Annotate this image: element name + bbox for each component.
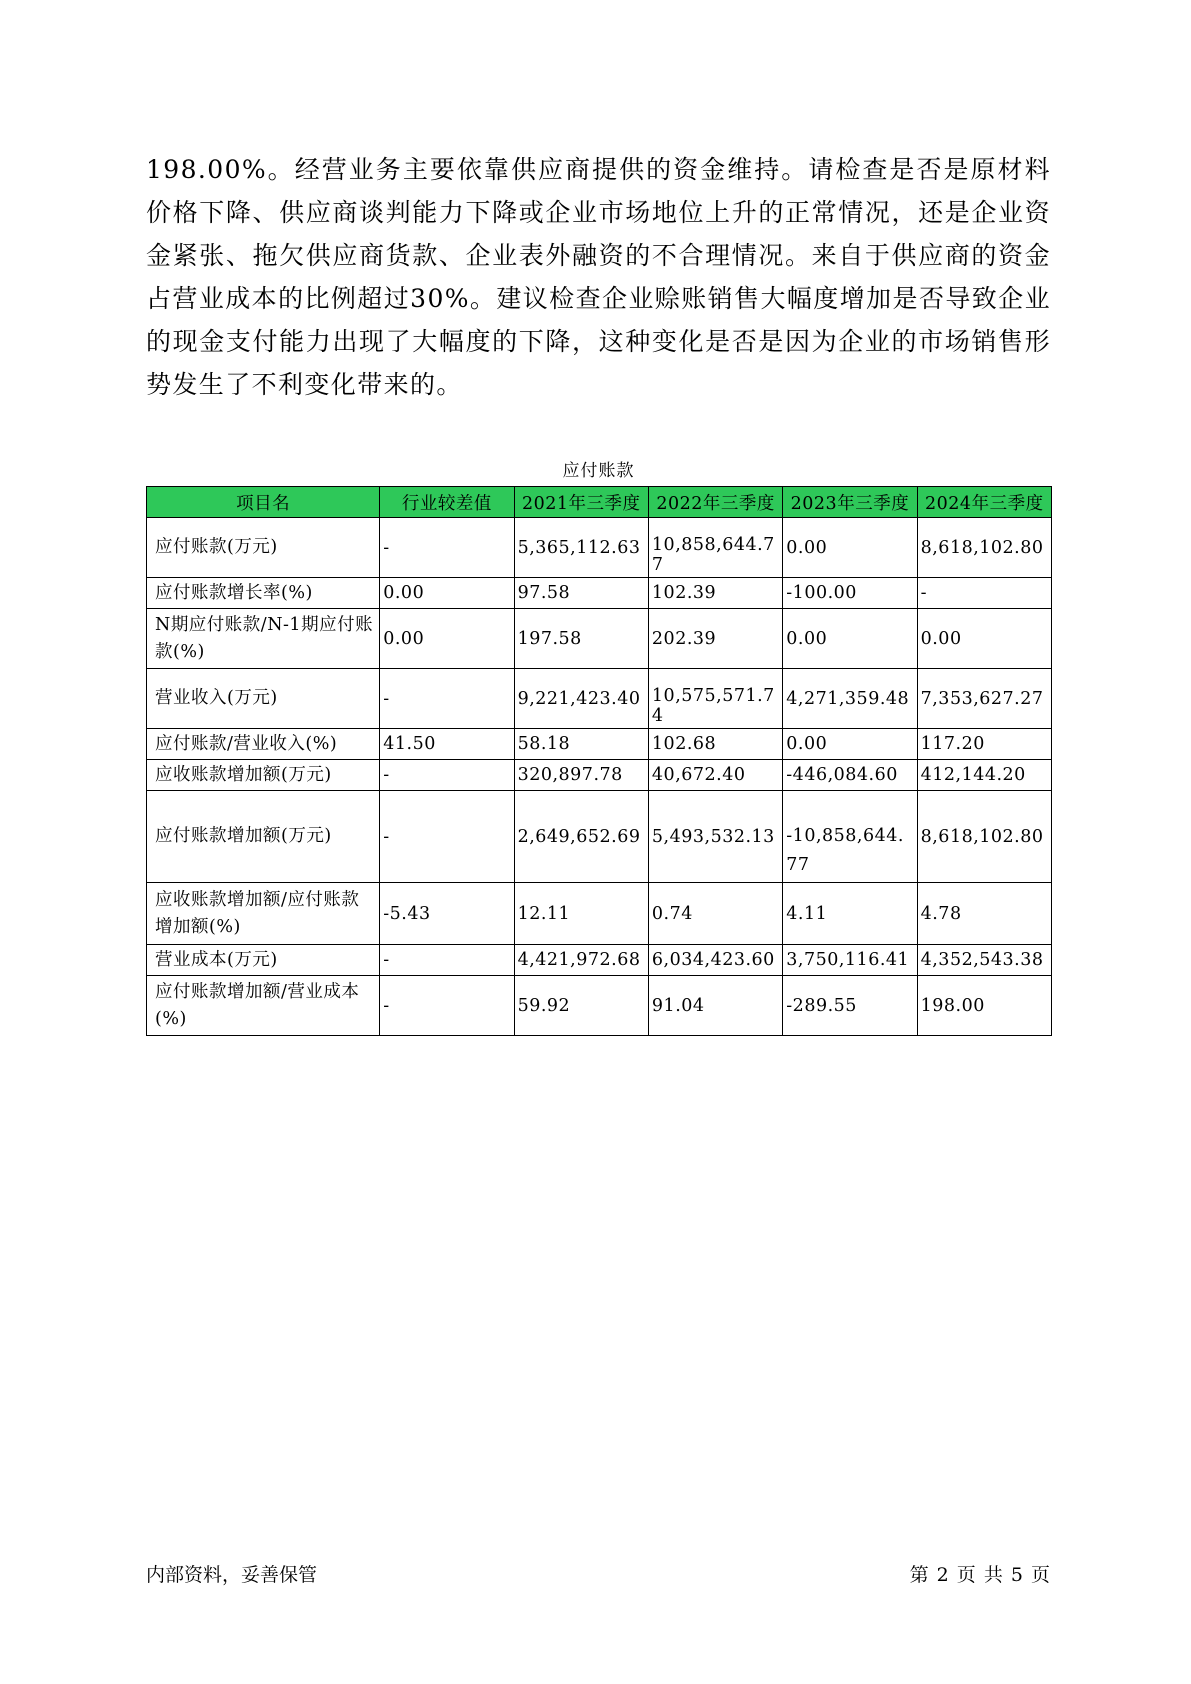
- header-2022-q3: 2022年三季度: [648, 487, 782, 518]
- table-cell: 0.74: [648, 883, 782, 945]
- row-label: 应付账款/营业收入(%): [147, 729, 380, 760]
- row-label: 营业收入(万元): [147, 669, 380, 729]
- table-cell: 7,353,627.27: [917, 669, 1051, 729]
- table-cell: 117.20: [917, 729, 1051, 760]
- table-cell: 91.04: [648, 976, 782, 1036]
- table-cell: -446,084.60: [783, 760, 917, 791]
- header-2021-q3: 2021年三季度: [514, 487, 648, 518]
- table-cell: 6,034,423.60: [648, 945, 782, 976]
- table-cell: -: [380, 518, 514, 578]
- body-paragraph: 198.00%。经营业务主要依靠供应商提供的资金维持。请检查是否是原材料价格下降、供应商谈判能力下降或企业市场地位上升的正常情况，还是企业资金紧张、拖欠供应商货款、企业表外融资的不合理情况。来自于供应商的资金占营业成本的比例超过30%。建议检查企业赊账销售大幅度增加是否导致企业的现金支付能力出现了大幅度的下降，这种变化是否是因为企业的市场销售形势发生了不利变化带来的。: [146, 155, 1051, 399]
- table-row: [147, 791, 1052, 883]
- table-cell: 0.00: [783, 729, 917, 760]
- table-cell: -100.00: [783, 578, 917, 609]
- footer-confidential-note: 内部资料，妥善保管: [146, 1564, 318, 1586]
- table-cell: 412,144.20: [917, 760, 1051, 791]
- table-cell: 58.18: [514, 729, 648, 760]
- table-cell: 97.58: [514, 578, 648, 609]
- table-cell: -: [380, 760, 514, 791]
- table-cell: 4,421,972.68: [514, 945, 648, 976]
- table-row: [147, 945, 1052, 976]
- table-cell: 12.11: [514, 883, 648, 945]
- table-row: [147, 729, 1052, 760]
- table-caption: 应付账款: [562, 461, 635, 481]
- row-label: 应收账款增加额/应付账款增加额(%): [147, 883, 380, 945]
- table-cell: 320,897.78: [514, 760, 648, 791]
- table-cell: 59.92: [514, 976, 648, 1036]
- row-label: 应收账款增加额(万元): [147, 760, 380, 791]
- accounts-payable-table: [146, 486, 1052, 1036]
- table-cell: 4,352,543.38: [917, 945, 1051, 976]
- table-cell: -10,858,644.77: [783, 791, 917, 883]
- header-item-name: 项目名: [147, 487, 380, 518]
- table-cell: 41.50: [380, 729, 514, 760]
- table-row: [147, 883, 1052, 945]
- row-label: 应付账款增加额(万元): [147, 791, 380, 883]
- table-row: [147, 669, 1052, 729]
- table-cell: 202.39: [648, 609, 782, 669]
- table-cell: -: [380, 791, 514, 883]
- table-cell: 5,493,532.13: [648, 791, 782, 883]
- row-label: 应付账款(万元): [147, 518, 380, 578]
- table-cell: 102.68: [648, 729, 782, 760]
- table-cell: 8,618,102.80: [917, 518, 1051, 578]
- table-header-row: [147, 487, 1052, 518]
- row-label: N期应付账款/N-1期应付账款(%): [147, 609, 380, 669]
- table-cell: 0.00: [783, 518, 917, 578]
- table-cell: 40,672.40: [648, 760, 782, 791]
- table-cell: 10,575,571.74: [648, 669, 782, 729]
- table-cell: 10,858,644.77: [648, 518, 782, 578]
- table-row: [147, 518, 1052, 578]
- table-cell: 0.00: [783, 609, 917, 669]
- footer-page-number: 第 2 页 共 5 页: [909, 1564, 1051, 1586]
- table-cell: 3,750,116.41: [783, 945, 917, 976]
- table-row: [147, 578, 1052, 609]
- table-row: [147, 760, 1052, 791]
- table-cell: -5.43: [380, 883, 514, 945]
- table-cell: 4,271,359.48: [783, 669, 917, 729]
- table-row: [147, 609, 1052, 669]
- table-cell: 2,649,652.69: [514, 791, 648, 883]
- header-industry-diff: 行业较差值: [380, 487, 514, 518]
- table-cell: 5,365,112.63: [514, 518, 648, 578]
- table-cell: 8,618,102.80: [917, 791, 1051, 883]
- table-cell: -: [380, 976, 514, 1036]
- row-label: 应付账款增长率(%): [147, 578, 380, 609]
- table-cell: 9,221,423.40: [514, 669, 648, 729]
- table-cell: 0.00: [380, 609, 514, 669]
- table-cell: 4.11: [783, 883, 917, 945]
- table-cell: 102.39: [648, 578, 782, 609]
- table-cell: -: [917, 578, 1051, 609]
- table-cell: -289.55: [783, 976, 917, 1036]
- table-cell: -: [380, 669, 514, 729]
- table-cell: 4.78: [917, 883, 1051, 945]
- table-cell: 0.00: [917, 609, 1051, 669]
- table-cell: 198.00: [917, 976, 1051, 1036]
- table-cell: -: [380, 945, 514, 976]
- table-cell: 0.00: [380, 578, 514, 609]
- table-row: [147, 976, 1052, 1036]
- header-2023-q3: 2023年三季度: [783, 487, 917, 518]
- table-cell: 197.58: [514, 609, 648, 669]
- row-label: 营业成本(万元): [147, 945, 380, 976]
- header-2024-q3: 2024年三季度: [917, 487, 1051, 518]
- row-label: 应付账款增加额/营业成本(%): [147, 976, 380, 1036]
